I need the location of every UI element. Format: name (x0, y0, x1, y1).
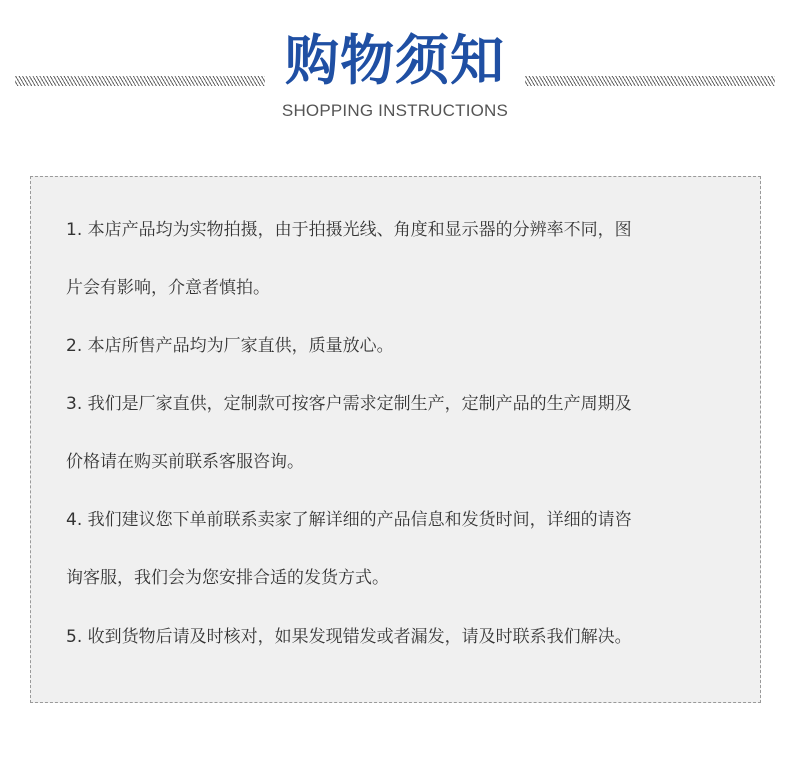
header (0, 0, 790, 150)
instruction-line-4: 3. 我们是厂家直供，定制款可按客户需求定制生产，定制产品的生产周期及 (66, 394, 632, 414)
instruction-line-3: 2. 本店所售产品均为厂家直供，质量放心。 (66, 336, 394, 356)
page-subtitle: SHOPPING INSTRUCTIONS (281, 101, 509, 120)
instruction-line-2: 片会有影响，介意者慎拍。 (66, 278, 270, 298)
instruction-line-7: 询客服，我们会为您安排合适的发货方式。 (66, 568, 389, 588)
page-title: 购物须知 (285, 29, 505, 92)
instruction-line-8: 5. 收到货物后请及时核对，如果发现错发或者漏发，请及时联系我们解决。 (66, 627, 632, 647)
instruction-line-1: 1. 本店产品均为实物拍摄，由于拍摄光线、角度和显示器的分辨率不同，图 (66, 220, 632, 240)
decorative-hatch-right (525, 76, 775, 86)
instruction-line-6: 4. 我们建议您下单前联系卖家了解详细的产品信息和发货时间，详细的请咨 (66, 510, 632, 530)
instruction-line-5: 价格请在购买前联系客服咨询。 (66, 452, 304, 472)
instructions-box (30, 176, 761, 703)
